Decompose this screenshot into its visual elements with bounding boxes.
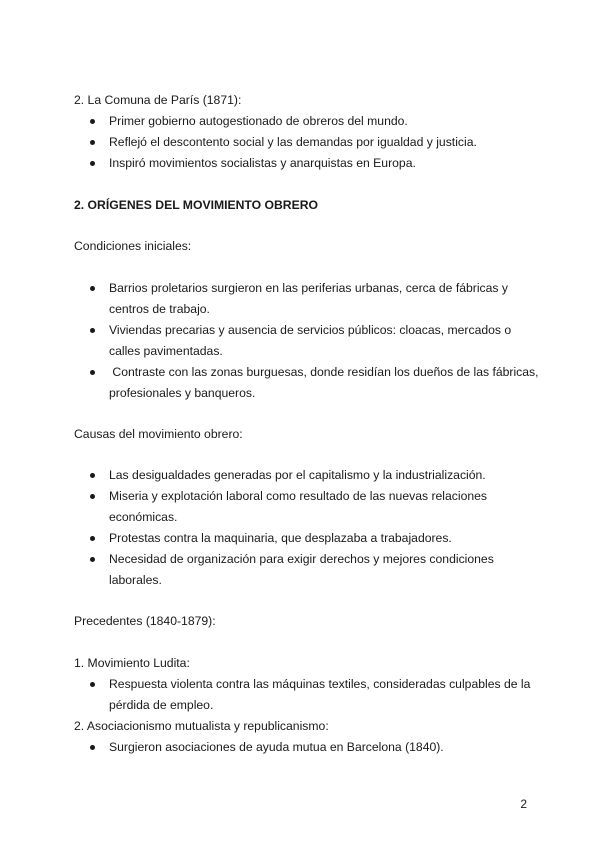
bullet-icon [90,494,95,499]
ludita-list [74,674,540,716]
list-item: Respuesta violenta contra las máquinas textiles, consideradas culpables de la pérdida de empleo. [74,674,540,716]
bullet-icon [90,370,95,375]
list-item: Surgieron asociaciones de ayuda mutua en Barcelona (1840). [74,737,540,758]
list-item: Primer gobierno autogestionado de obreros del mundo. [74,111,540,132]
list-item: Inspiró movimientos socialistas y anarquistas en Europa. [74,153,540,174]
section-causas [74,465,540,591]
bullet-icon [90,745,95,750]
list-item: Contraste con las zonas burguesas, donde residían los dueños de las fábricas, profesionales y banqueros. [74,362,540,404]
section-comuna-title: 2. La Comuna de París (1871): [74,93,242,107]
precedentes-title: Precedentes (1840-1879): [74,614,216,628]
comuna-list [74,111,540,174]
list-item: Reflejó el descontento social y las demandas por igualdad y justicia. [74,132,540,153]
list-item: Las desigualdades generadas por el capitalismo y la industrialización. [74,465,540,486]
bullet-icon [90,473,95,478]
bullet-icon [90,161,95,166]
section-comuna [74,90,540,174]
section-precedentes [74,653,540,758]
page-number: 2 [520,797,527,811]
asociacionismo-list [74,737,540,758]
ludita-title: 1. Movimiento Ludita: [74,656,190,670]
asociacionismo-title: 2. Asociacionismo mutualista y republicanismo: [74,719,329,733]
condiciones-list [74,278,540,404]
bullet-icon [90,286,95,291]
list-item: Necesidad de organización para exigir derechos y mejores condiciones laborales. [74,549,540,591]
bullet-icon [90,140,95,145]
bullet-icon [90,328,95,333]
list-item: Protestas contra la maquinaria, que desplazaba a trabajadores. [74,528,540,549]
bullet-icon [90,682,95,687]
bullet-icon [90,119,95,124]
section-condiciones [74,278,540,404]
causas-list [74,465,540,591]
list-item: Barrios proletarios surgieron en las periferias urbanas, cerca de fábricas y centros de trabajo. [74,278,540,320]
bullet-icon [90,536,95,541]
bullet-icon [90,557,95,562]
list-item: Viviendas precarias y ausencia de servicios públicos: cloacas, mercados o calles pavimentadas. [74,320,540,362]
causas-title: Causas del movimiento obrero: [74,427,243,441]
list-item: Miseria y explotación laboral como resultado de las nuevas relaciones económicas. [74,486,540,528]
section-heading: 2. ORÍGENES DEL MOVIMIENTO OBRERO [74,198,319,212]
condiciones-title: Condiciones iniciales: [74,239,192,253]
